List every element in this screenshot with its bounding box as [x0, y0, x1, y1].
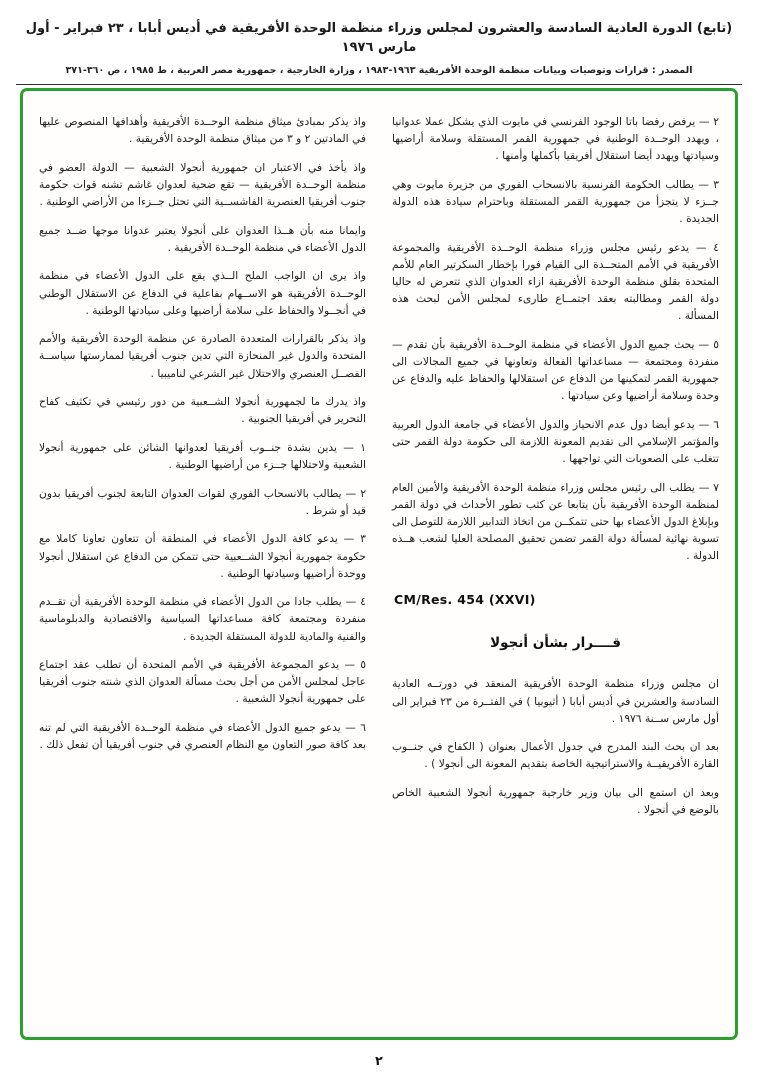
preamble-paragraph: واذ يذكر بالقرارات المتعددة الصادرة عن منظمة الوحدة الأفريقية والأمم المتحدة والدول غير المنحازة التي تدين جنوب أفريقيا لممارستها سياســة الفصــل العنصري والاحتلال غير الشرعي لناميبيا . [39, 332, 366, 380]
two-column-layout [39, 113, 719, 1023]
paragraph-item-7: ٧ — يطلب الى رئيس مجلس وزراء منظمة الوحدة الأفريقية والأمين العام لمنظمة الوحدة الأفريقية بأن يتابعا عن كثب تطور الأحداث في دولة القمر وبإبلاغ الدول الأعضاء بها حتى تتمكــن من اتخاذ التدابير اللازمة للتوصل الى تسوية نهائية لمسألة دولة القمر تضمن تحقيق المصلحة العليا لشعب هــذه الدولة . [392, 480, 719, 563]
content-box [20, 88, 738, 1040]
preamble-paragraph: واذ يذكر بمبادئ ميثاق منظمة الوحــدة الأفريقية وأهدافها المنصوص عليها في المادتين ٢ و ٣ من ميثاق منظمة الوحدة الأفريقية . [39, 115, 366, 146]
preamble-paragraph: واذ يدرك ما لجمهورية أنجولا الشــعبية من دور رئيسي في تكثيف كفاح التحرير في أفريقيا الجنوبية . [39, 395, 366, 426]
paragraph-item-4: ٤ — يدعو رئيس مجلس وزراء منظمة الوحــدة الأفريقية والمجموعة الأفريقية في الأمم المتحــدة الى القيام فورا بإخطار السكرتير العام للأمم المتحدة بقلق منظمة الوحدة الأفريقية ازاء العدوان الذي تتعرض له حاليا دولة القمر ومطالبته بعقد اجتمــاع طارىء لمجلس الأمن لبحث هذه المسألة . [392, 240, 719, 323]
paragraph-item-2: ٢ — يرفض رفضا باتا الوجود الفرنسي في مايوت الذي يشكل عملا عدوانيا ، ويهدد الوحــدة الوطنية في جمهورية القمر المستقلة وسلامة أراضيها وسيادتها ويهدد أيضا استقلال أفريقيا بأكملها وأمنها . [392, 115, 719, 163]
left-column [39, 113, 366, 1023]
resolution-reference: CM/Res. 454 (XXVI) [394, 592, 536, 608]
preamble-paragraph: وايمانا منه بأن هــذا العدوان على أنجولا يعتبر عدوانا موجها ضــد جميع الدول الأعضاء في منظمة الوحــدة الأفريقية . [39, 223, 366, 254]
paragraph-item-3: ٣ — يطالب الحكومة الفرنسية بالانسحاب الفوري من جزيرة مايوت وهي جــزء لا يتجزأ من جمهورية القمر المستقلة وباحترام سيادة هذه الدولة الجديدة . [392, 177, 719, 226]
document-title: (تابع) الدورة العادية السادسة والعشرون لمجلس وزراء منظمة الوحدة الأفريقية في أديس أبابا ، ٢٣ فبراير - أول مارس ١٩٧٦ [25, 21, 733, 55]
right-column [392, 113, 719, 1023]
paragraph-item-2: ٢ — يطالب بالانسحاب الفوري لقوات العدوان التابعة لجنوب أفريقيا بدون قيد أو شرط . [39, 486, 366, 517]
page-number: ٢ [375, 1053, 383, 1068]
preamble-paragraph: واذ يرى ان الواجب الملح الــذي يقع على الدول الأعضاء في منظمة الوحــدة الأفريقية هو الاســهام بفاعلية في الدفاع عن الاستقلال الوطني في أنجــولا والحفاظ على سلامة أراضيها وعلى سيادتها الوطنية . [39, 269, 366, 317]
document-header [0, 0, 758, 85]
paragraph-item-4: ٤ — يطلب جادا من الدول الأعضاء في منظمة الوحدة الأفريقية أن تقــدم منفردة ومجتمعة كافة مساعداتها السياسية والاقتصادية والدبلوماسية والفنية والمادية للدولة المستقلة الجديدة . [39, 595, 366, 643]
paragraph-item-5: ٥ — يحث جميع الدول الأعضاء في منظمة الوحــدة الأفريقية بأن تقدم — منفردة ومجتمعة — مساعداتها الفعالة وتعاونها في جميع المجالات الى جمهورية القمر لتمكينها من الدفاع عن استقلالها والحفاظ عليه والدفاع عن وحدة وسلامة أراضيها وعن سيادتها . [392, 337, 719, 403]
resolution-title: قــــرار بشأن أنجولا [490, 635, 621, 652]
preamble-paragraph: واذ يأخذ في الاعتبار ان جمهورية أنجولا الشعبية — الدولة العضو في منظمة الوحــدة الأفريقية — تقع ضحية لعدوان غاشم تشنه قوات حكومة جنوب أفريقيا العنصرية الفاشســية التي تحتل جــزءا من الأراضي الوطنية . [39, 160, 366, 208]
preamble-paragraph: بعد ان بحث البند المدرج في جدول الأعمال بعنوان ( الكفاح في جنــوب القارة الأفريقيــة والاستراتيجية الخاصة بتقديم المعونة الى أنجولا ) . [392, 740, 719, 771]
header-divider [16, 84, 742, 85]
paragraph-item-6: ٦ — يدعو جميع الدول الأعضاء في منظمة الوحــدة الأفريقية التي لم تنه بعد كافة صور التعاون مع النظام العنصري في جنوب أفريقيا أن تفعل ذلك . [39, 721, 366, 752]
paragraph-item-3: ٣ — يدعو كافة الدول الأعضاء في المنطقة أن تتعاون تعاونا كاملا مع حكومة جمهورية أنجولا الشــعبية حتى تتمكن من الدفاع عن استقلال أنجولا ووحدة أراضيها وسيادتها الوطنية . [39, 532, 366, 580]
preamble-paragraph: ان مجلس وزراء منظمة الوحدة الأفريقية المنعقد في دورتــه العادية السادسة والعشرين في أديس أبابا ( أثيوبيا ) في الفتــرة من ٢٣ فبراير الى أول مارس ســنة ١٩٧٦ . [392, 677, 720, 725]
paragraph-item-1: ١ — يدين بشدة جنــوب أفريقيا لعدوانها الشائن على جمهورية أنجولا الشعبية ولاحتلالها جــزء من أراضيها الوطنية . [39, 440, 366, 471]
paragraph-item-6: ٦ — يدعو أيضا دول عدم الانحياز والدول الأعضاء في جامعة الدول العربية والمؤتمر الإسلامي الى تقديم المعونة اللازمة الى حكومة دولة القمر حتى تتغلب على الصعوبات التي تواجهها . [392, 417, 719, 466]
paragraph-item-5: ٥ — يدعو المجموعة الأفريقية في الأمم المتحدة أن تطلب عقد اجتماع عاجل لمجلس الأمن من أجل بحث مسألة العدوان الذي شنته جنوب أفريقيا على جمهورية أنجولا الشعبية . [39, 658, 366, 706]
document-source: المصدر : قرارات وتوصيات وبيانات منظمة الوحدة الأفريقية ١٩٦٣-١٩٨٣ ، وزارة الخارجية ، جمهورية مصر العربية ، ط ١٩٨٥ ، ص ٣٦٠-٣٧١ [65, 64, 693, 76]
preamble-paragraph: وبعد ان استمع الى بيان وزير خارجية جمهورية أنجولا الشعبية الخاص بالوضع في أنجولا . [392, 786, 719, 817]
